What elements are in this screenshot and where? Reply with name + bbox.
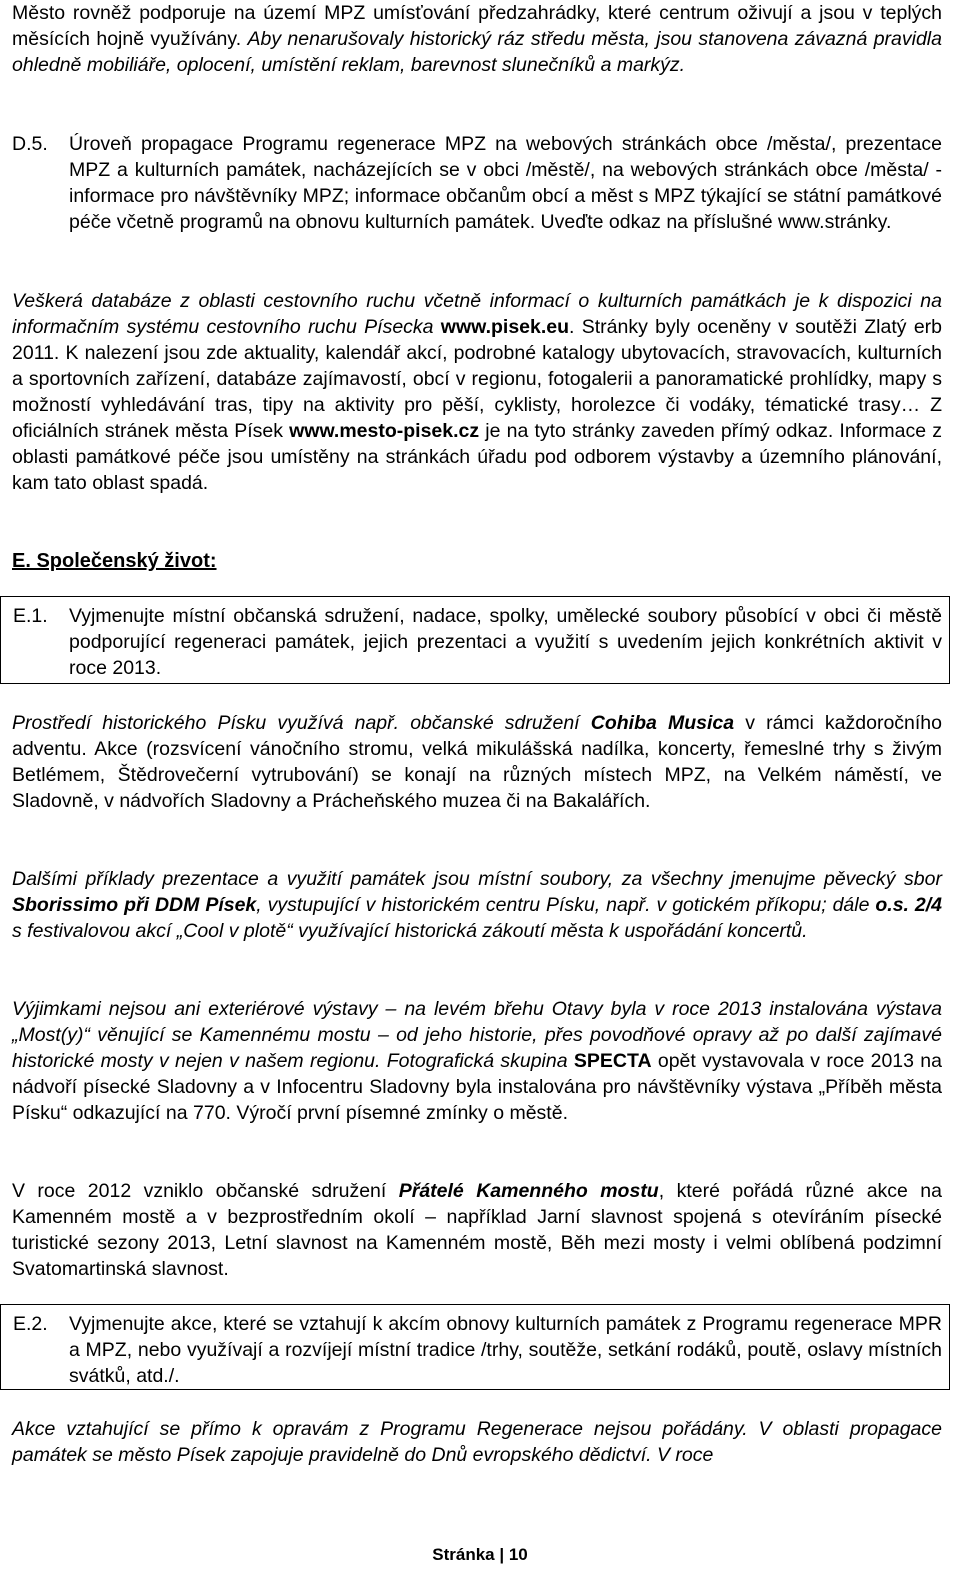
db-text-d: K nalezení jsou zde aktuality, kalendář akcí, podrobné katalogy ubytovacích, stravovacích, kulturních a sportovních zařízení, databáze zajímavostí, obcí v regionu, fotogalerii a panoramatické prohlídky, mapy s možností vyhledávání tras, tipy na aktivity pro pěší, cyklisty, horolezce či vodáky, tématické trasy… Z oficiálních stránek města Písek [12,342,942,442]
pratele-name: Přátelé Kamenného mostu [398,1180,659,1202]
e1-box [0,596,950,684]
e2-box [0,1304,950,1390]
cohiba-paragraph [12,710,942,814]
e1-text: Vyjmenujte místní občanská sdružení, nadace, spolky, umělecké soubory působící v obci či městě podporující regeneraci památek, jejich prezentaci a využití s uvedením jejich konkrétních aktivit v roce 2013. [69,605,942,679]
cohiba-text-a: Prostředí historického Písku využívá např. občanské sdružení [12,712,591,734]
os-24-name: o.s. 2/4 [875,894,943,916]
vystavy-text-a: Výjimkami nejsou ani exteriérové výstavy – na levém břehu Otavy byla v roce 2013 instalována výstava „Most(y)“ věnující se Kamennému mostu – od jeho historie, přes povodňové opravy až po další zajímavé historické mosty v nejen v našem regionu. Fotografická skupina [12,998,942,1072]
sborissimo-name: Sborissimo při DDM Písek [12,894,257,916]
pratele-text-c: , které pořádá různé akce na Kamenném mostě a v bezprostředním okolí – například Jarní slavnost spojená s otevíráním písecké turistické sezony 2013, Letní slavnost na Kamenném mostě, Běh mezi mosty i velmi oblíbená podzimní Svatomartinská slavnost. [12,1180,942,1280]
section-e-heading: E. Společenský život: [12,550,217,572]
soubory-paragraph [12,866,942,944]
soubory-text-a: Dalšími příklady prezentace a využití památek jsou místní soubory, za všechny jmenujme pěvecký sbor [12,868,942,890]
link-mesto-pisek[interactable]: www.mesto-pisek.cz [289,420,480,442]
e1-number: E.1. [13,605,48,627]
database-paragraph [12,288,942,496]
e2-text: Vyjmenujte akce, které se vztahují k akcím obnovy kulturních památek z Programu regenerace MPR a MPZ, nebo využívají a rozvíjejí místní tradice /trhy, soutěže, setkání rodáků, poutě, oslavy místních svátků, atd./. [69,1313,942,1387]
soubory-text-e: s festivalovou akcí „Cool v plotě“ využívající historická zákoutí města k uspořádání koncertů. [12,920,808,942]
page-footer: Stránka | 10 [432,1545,528,1564]
cohiba-text-c: v rámci každoročního adventu. Akce (rozsvícení vánočního stromu, velká mikulášská nadílka, koncerty, řemeslné trhy s živým Betlémem, Štědrovečerní vytrubování) se konají na různých místech MPZ, na Velkém náměstí, ve Sladovně, v nádvořích Sladovny a Prácheňského muzea či na Bakalářích. [12,712,942,812]
d5-number: D.5. [12,133,48,155]
db-text-c: . Stránky byly oceněny v soutěži Zlatý erb 2011. [12,316,942,364]
specta-name: SPECTA [573,1050,652,1072]
d5-text: Úroveň propagace Programu regenerace MPZ na webových stránkách obce /města/, prezentace MPZ a kulturních památek, nacházejících se v obci /městě/, na webových stránkách obce /města/ - informace pro návštěvníky MPZ; informace občanům obcí a měst s MPZ týkající se státní památkové péče včetně programů na obnovu kulturních památek. Uveďte odkaz na příslušné www.stránky. [69,133,942,233]
e2-number: E.2. [13,1313,48,1335]
soubory-text-c: , vystupující v historickém centru Písku, např. v gotickém příkopu; dále [256,894,876,916]
intro-text-b: Aby nenarušovaly historický ráz středu města, jsou stanovena závazná pravidla ohledně mobiliáře, oplocení, umístění reklam, barevnost slunečníků a markýz. [12,28,942,76]
intro-paragraph [12,0,942,78]
pratele-text-a: V roce 2012 vzniklo občanské sdružení [12,1180,399,1202]
akce-paragraph: Akce vztahující se přímo k opravám z Programu Regenerace nejsou pořádány. V oblasti propagace památek se město Písek zapojuje pravidelně do Dnů evropského dědictví. V roce [12,1418,942,1466]
cohiba-name: Cohiba Musica [590,712,735,734]
pratele-paragraph [12,1178,942,1282]
db-text-f: je na tyto stránky zaveden přímý odkaz. Informace z oblasti památkové péče jsou umístěny na stránkách úřadu pod odborem výstavby a územního plánování, kam tato oblast spadá. [12,420,942,494]
db-text-a: Veškerá databáze z oblasti cestovního ruchu včetně informací o kulturních památkách je k dispozici na informačním systému cestovního ruchu Písecka [12,290,942,338]
d5-item [12,131,942,235]
vystavy-text-c: opět vystavovala v roce 2013 na nádvoří písecké Sladovny a v Infocentru Sladovny byla instalována pro návštěvníky výstava „Příběh města Písku“ odkazující na 770. Výročí první písemné zmínky o městě. [12,1050,942,1124]
link-pisek-eu[interactable]: www.pisek.eu [440,316,570,338]
intro-text-a: Město rovněž podporuje na území MPZ umísťování předzahrádky, které centrum oživují a jsou v teplých měsících hojně využívány. [12,2,942,50]
vystavy-paragraph [12,996,942,1126]
